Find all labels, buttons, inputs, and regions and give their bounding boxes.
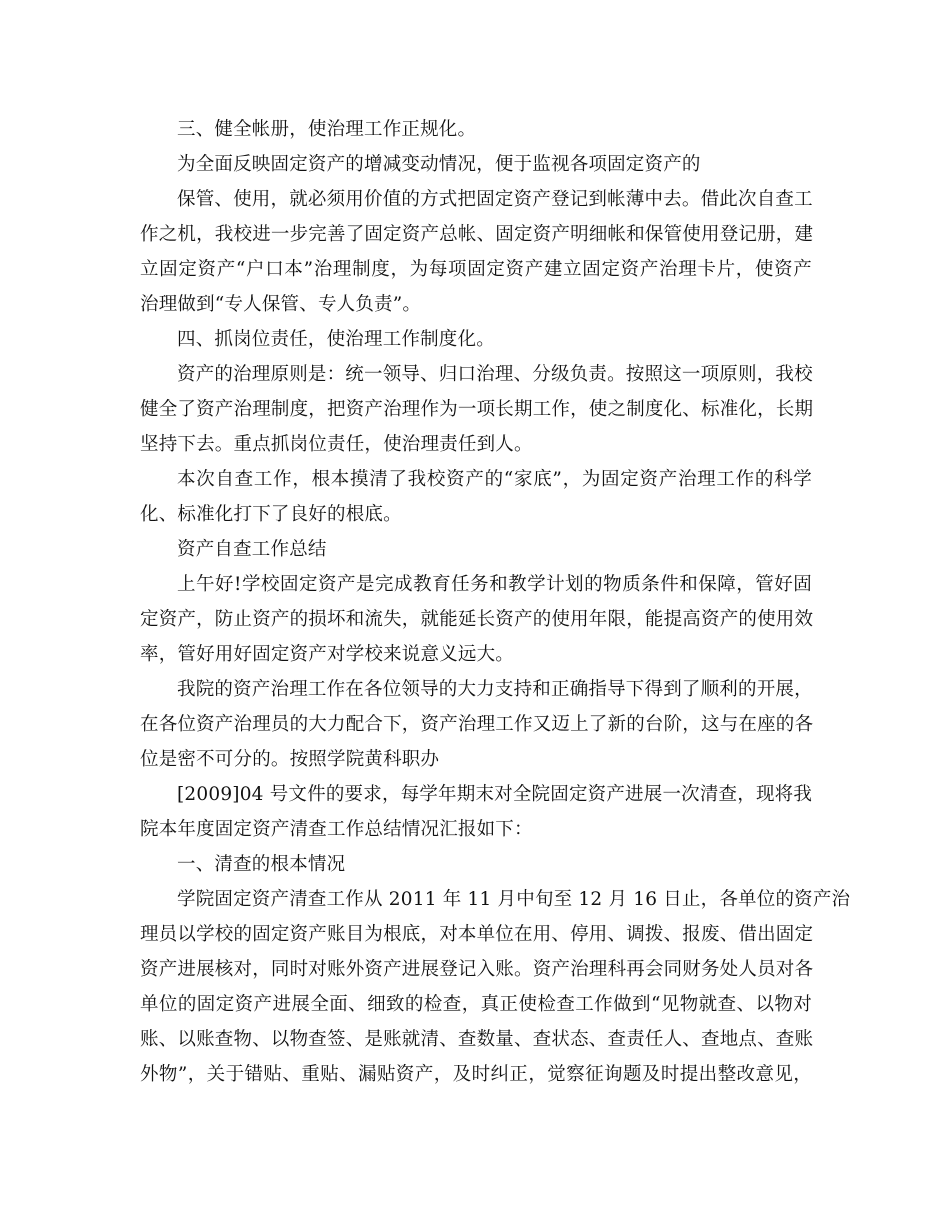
paragraph-line: 学院固定资产清查工作从 2011 年 11 月中旬至 12 月 16 日止，各单位的资产治: [177, 889, 851, 910]
paragraph-line: 健全了资产治理制度，把资产治理作为一项长期工作，使之制度化、标准化，长期: [140, 399, 814, 420]
paragraph-line: 治理做到“专人保管、专人负责”。: [140, 294, 422, 315]
paragraph-line: 资产进展核对，同时对账外资产进展登记入账。资产治理科再会同财务处人员对各: [140, 959, 814, 980]
paragraph-line: 位是密不可分的。按照学院黄科职办: [140, 749, 440, 770]
paragraph-line: 率，管好用好固定资产对学校来说意义远大。: [140, 644, 515, 665]
paragraph-line: 理员以学校的固定资产账目为根底，对本单位在用、停用、调拨、报废、借出固定: [140, 924, 814, 945]
paragraph-line: 定资产，防止资产的损坏和流失，就能延长资产的使用年限，能提高资产的使用效: [140, 609, 814, 630]
section-heading-4: 四、抓岗位责任，使治理工作制度化。: [177, 329, 495, 350]
paragraph-line: 在各位资产治理员的大力配合下，资产治理工作又迈上了新的台阶，这与在座的各: [140, 714, 814, 735]
paragraph-line: [2009]04 号文件的要求，每学年期末对全院固定资产进展一次清查，现将我: [177, 784, 813, 805]
paragraph-line: 账、以账查物、以物查签、是账就清、查数量、查状态、查责任人、查地点、查账: [140, 1029, 814, 1050]
paragraph-line: 我院的资产治理工作在各位领导的大力支持和正确指导下得到了顺利的开展，: [177, 679, 813, 700]
paragraph-line: 为全面反映固定资产的增减变动情况，便于监视各项固定资产的: [177, 154, 701, 175]
paragraph-line: 上午好!学校固定资产是完成教育任务和教学计划的物质条件和保障，管好固: [177, 574, 812, 595]
paragraph-line: 本次自查工作，根本摸清了我校资产的“家底”，为固定资产治理工作的科学: [177, 469, 812, 490]
paragraph-line: 院本年度固定资产清查工作总结情况汇报如下：: [140, 819, 533, 840]
paragraph-line: 外物”，关于错贴、重贴、漏贴资产，及时纠正，觉察征询题及时提出整改意见，: [140, 1064, 812, 1085]
paragraph-line: 立固定资产“户口本”治理制度，为每项固定资产建立固定资产治理卡片，使资产: [140, 259, 812, 280]
paragraph-line: 单位的固定资产进展全面、细致的检查，真正使检查工作做到“见物就查、以物对: [140, 994, 812, 1015]
paragraph-line: 资产的治理原则是：统一领导、归口治理、分级负责。按照这一项原则，我校: [177, 364, 813, 385]
document-subtitle: 资产自查工作总结: [177, 539, 327, 560]
document-body: [140, 112, 851, 1092]
section-heading-3: 三、健全帐册，使治理工作正规化。: [177, 119, 477, 140]
section-heading-1: 一、清查的根本情况: [177, 854, 346, 875]
paragraph-line: 化、标准化打下了良好的根底。: [140, 504, 402, 525]
paragraph-line: 保管、使用，就必须用价值的方式把固定资产登记到帐薄中去。借此次自查工: [177, 189, 813, 210]
paragraph-line: 坚持下去。重点抓岗位责任，使治理责任到人。: [140, 434, 533, 455]
paragraph-line: 作之机，我校进一步完善了固定资产总帐、固定资产明细帐和保管使用登记册，建: [140, 224, 814, 245]
